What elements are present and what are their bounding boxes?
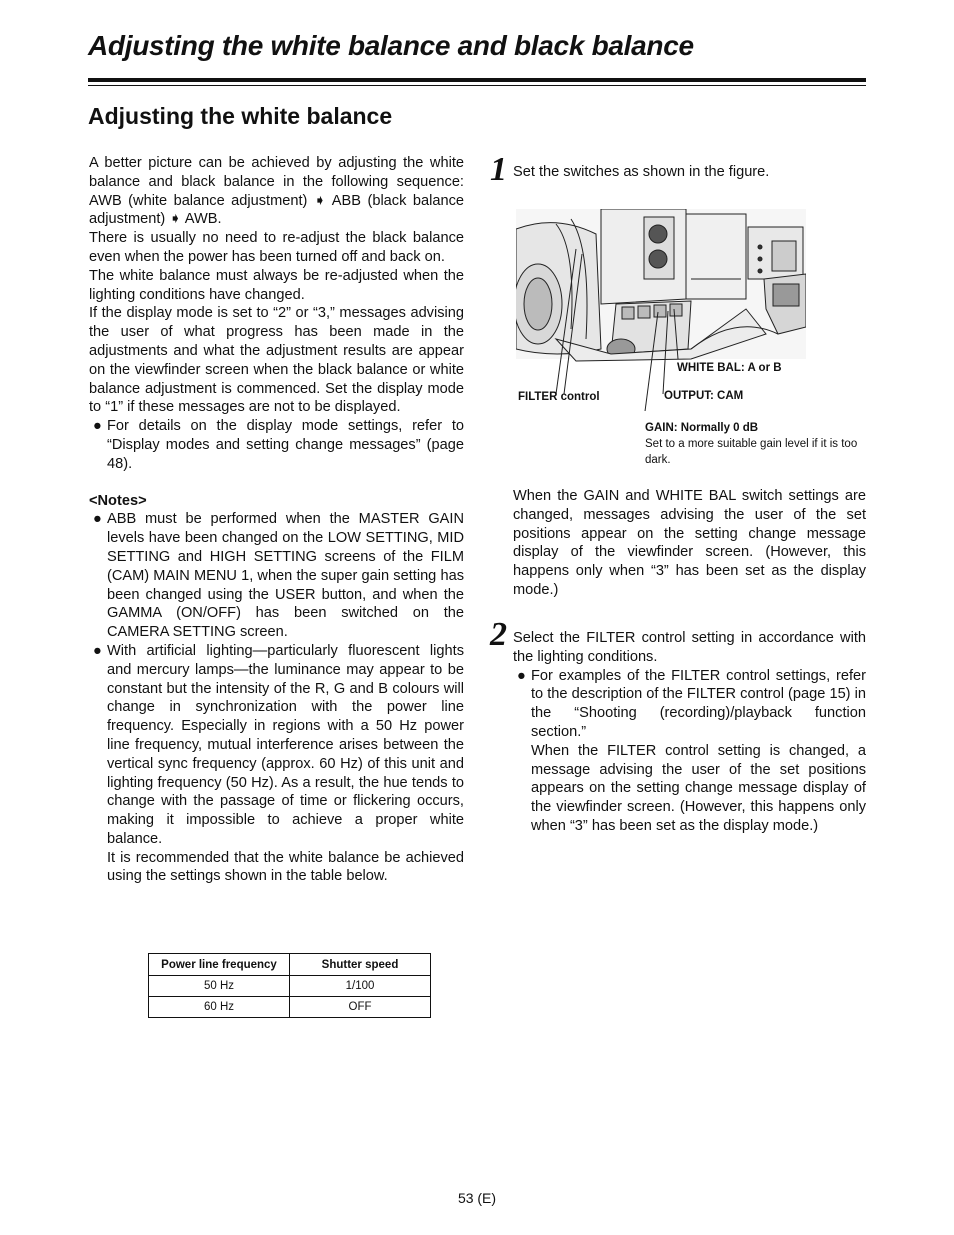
table-cell: OFF [290,997,431,1018]
table-row [149,997,431,1018]
table-header: Shutter speed [290,954,431,976]
step-2-bullet-extra: When the FILTER control setting is changed, a message advising the user of the set positions appears on the setting change message display of the viewfinder screen. (However, this happens only when “3” has been set as the display mode.) [531,742,866,834]
title-rule-thin [88,85,866,86]
step-2-number: 2 [490,616,507,653]
table-cell: 1/100 [290,976,431,997]
table-header: Power line frequency [149,954,290,976]
label-white-bal: WHITE BAL: A or B [677,362,782,374]
note-1 [89,510,464,642]
intro-paragraph-3: The white balance must always be re-adjusted when the lighting conditions have changed. [89,267,464,303]
left-column [89,154,464,886]
step-1-after: When the GAIN and WHITE BAL switch settings are changed, messages advising the user of the set positions appear on the setting change message display of the viewfinder screen. (However, this happens only when “3” has been set as the display mode.) [513,488,866,598]
table-header-row [149,954,431,976]
step-1-text: Set the switches as shown in the figure. [513,164,770,180]
bullet-icon: ● [93,418,102,435]
bullet-icon: ● [93,642,102,659]
label-filter: FILTER control [518,391,600,403]
step-2-bullet [513,667,866,742]
page-title: Adjusting the white balance and black balance [88,30,694,61]
shutter-table [148,953,431,1018]
intro-paragraph-4: If the display mode is set to “2” or “3,” messages advising the user of what progress has been made in the adjustments and what the adjustment results are appear on the viewfinder screen when the black balance or white balance adjustment is commenced. Set the display mode to “1” if these messages are not to be displayed. [89,305,464,416]
table-cell: 60 Hz [149,997,290,1018]
intro-paragraph-1: A better picture can be achieved by adjusting the white balance and black balance in the following sequence: AWB (white balance adjustment) ➧ ABB (black balance adjustment) ➧ AWB. [89,155,464,228]
intro-paragraph-2: There is usually no need to re-adjust the black balance even when the power has been turned off and back on. [89,230,464,265]
section-title: Adjusting the white balance [88,103,393,129]
table-cell: 50 Hz [149,976,290,997]
page-number: 53 (E) [457,1190,497,1206]
notes-heading: <Notes> [89,492,147,509]
intro-bullet-text: For details on the display mode settings, refer to “Display modes and setting change messages” (page 48). [107,418,464,472]
table-row [149,976,431,997]
label-gain-note: Set to a more suitable gain level if it is too dark. [645,438,858,466]
note-2-extra: It is recommended that the white balance be achieved using the settings shown in the table below. [107,849,464,885]
note-2 [89,642,464,849]
intro-bullet [89,417,464,473]
title-rule-thick [88,78,866,82]
bullet-icon: ● [517,667,526,684]
bullet-icon: ● [93,511,102,528]
camera-illustration [516,209,806,411]
label-gain: GAIN: Normally 0 dB [645,422,759,434]
note-2-text: With artificial lighting—particularly fluorescent lights and mercury lamps—the luminance may appear to be constant but the intensity of the R, G and B colours will change in synchronization with the power line frequency. Especially in regions with a 50 Hz power line frequency, mutual interference arises between the vertical sync frequency (approx. 60 Hz) of this unit and lighting frequency (50 Hz). As a result, the hue tends to change with the passage of time or flickering occurs, making it impossible to achieve a proper white balance. [107,642,464,847]
step-2-bullet-text: For examples of the FILTER control settings, refer to the description of the FILTER control (page 15) in the “Shooting (recording)/playback function section.” [531,667,866,740]
note-1-text: ABB must be performed when the MASTER GAIN levels have been changed on the LOW SETTING, MID SETTING and HIGH SETTING screens of the FILM (CAM) MAIN MENU 1, when the super gain setting has been changed using the USER button, and when the GAMMA (ON/OFF) has been switched on the CAMERA SETTING screen. [107,511,464,641]
step-2-text: Select the FILTER control setting in accordance with the lighting conditions. [513,630,866,665]
step-1-number: 1 [490,151,507,188]
label-output: OUTPUT: CAM [664,390,744,402]
step-2-content [513,629,866,836]
